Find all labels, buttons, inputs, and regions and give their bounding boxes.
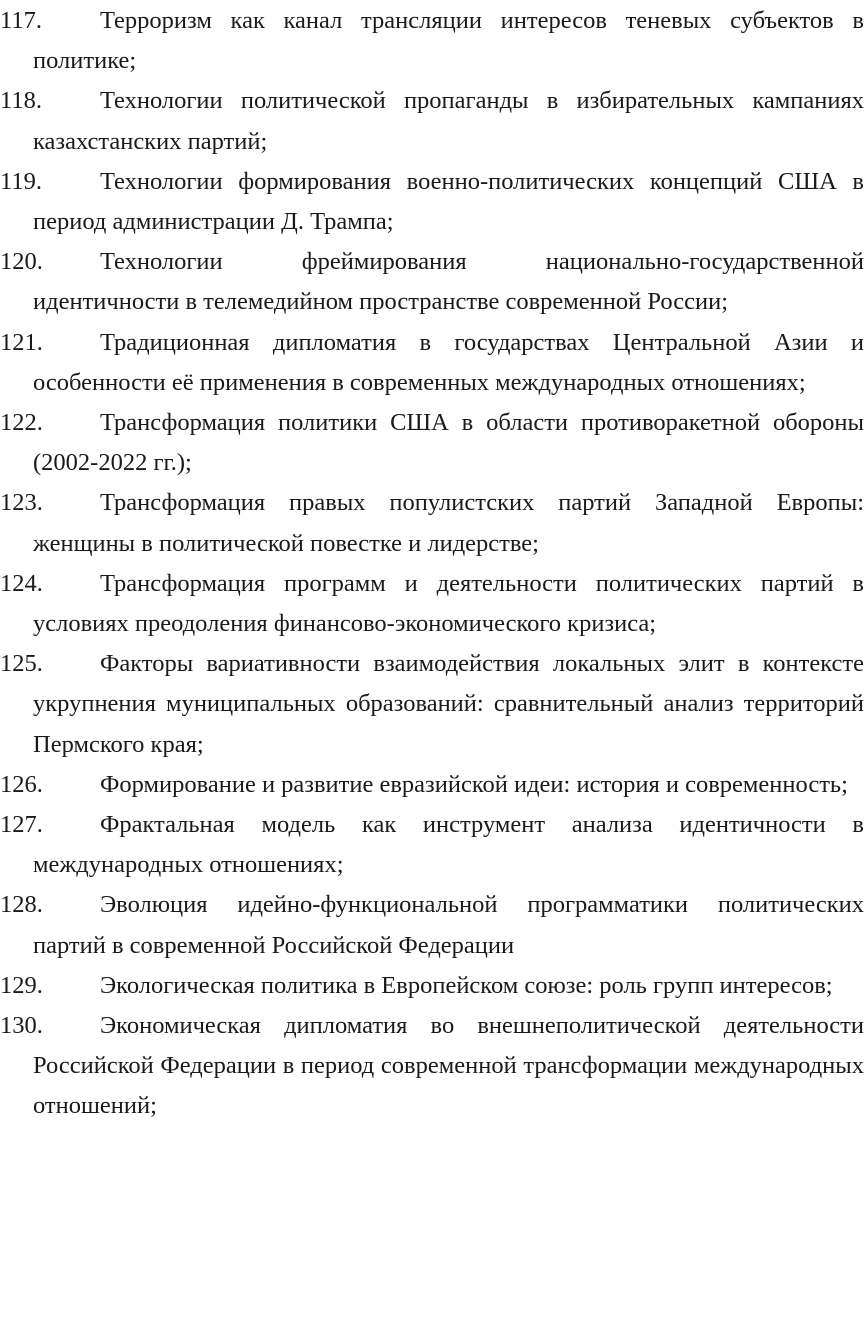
- item-text: [33, 81, 864, 161]
- item-number: 117.: [0, 7, 42, 34]
- item-text: [33, 765, 864, 805]
- item-text-content: Трансформация программ и деятельности политических партий в условиях преодоления финансово-экономического кризиса;: [33, 569, 864, 638]
- item-text-content: Трансформация правых популистских партий Западной Европы: женщины в политической повестке и лидерстве;: [33, 489, 864, 557]
- list-item: [0, 483, 866, 563]
- item-text-content: Терроризм как канал трансляции интересов теневых субъектов в политике;: [33, 7, 864, 75]
- item-number: 122.: [0, 409, 43, 437]
- list-item: [0, 1, 866, 81]
- item-text-content: Фрактальная модель как инструмент анализа идентичности в международных отношениях;: [33, 811, 864, 879]
- item-text: [33, 885, 864, 965]
- item-text: [33, 564, 864, 644]
- list-item: [0, 81, 866, 161]
- item-text-content: Формирование и развитие евразийской идеи: история и современность;: [100, 770, 848, 798]
- list-item: [0, 403, 866, 483]
- item-number: 128.: [0, 891, 43, 919]
- item-text: [33, 162, 864, 242]
- item-number: 119.: [0, 167, 42, 195]
- item-text-content: Экологическая политика в Европейском союзе: роль групп интересов;: [100, 971, 833, 999]
- item-text: [33, 323, 864, 403]
- list-item: [0, 1006, 866, 1127]
- item-text: [33, 805, 864, 885]
- item-text-content: Трансформация политики США в области противоракетной обороны (2002-2022 гг.);: [33, 409, 864, 477]
- list-item: [0, 966, 866, 1006]
- item-text-content: Традиционная дипломатия в государствах Центральной Азии и особенности её применения в современных международных отношениях;: [33, 328, 864, 396]
- list-item: [0, 644, 866, 765]
- numbered-topic-list: [0, 1, 866, 1127]
- item-text-content: Технологии политической пропаганды в избирательных кампаниях казахстанских партий;: [33, 87, 864, 155]
- item-number: 125.: [0, 650, 43, 678]
- item-text: [33, 403, 864, 483]
- item-number: 126.: [0, 770, 43, 798]
- item-number: 124.: [0, 569, 43, 597]
- list-item: [0, 564, 866, 644]
- item-text: [33, 644, 864, 765]
- list-item: [0, 242, 866, 322]
- item-text-content: Эволюция идейно-функциональной программатики политических партий в современной Российской Федерации: [33, 891, 864, 959]
- item-number: 123.: [0, 489, 43, 517]
- list-item: [0, 323, 866, 403]
- list-item: [0, 162, 866, 242]
- item-number: 121.: [0, 328, 43, 356]
- list-item: [0, 885, 866, 965]
- item-text-content: Технологии формирования военно-политических концепций США в период администрации Д. Трампа;: [33, 167, 864, 236]
- item-text: [33, 1, 864, 81]
- item-text: [33, 242, 864, 322]
- list-item: [0, 765, 866, 805]
- item-number: 127.: [0, 811, 43, 839]
- item-text: [33, 966, 864, 1006]
- item-number: 129.: [0, 971, 43, 999]
- item-number: 130.: [0, 1012, 43, 1040]
- item-number: 120.: [0, 248, 43, 276]
- item-number: 118.: [0, 87, 42, 115]
- item-text: [33, 1006, 864, 1127]
- item-text-content: Технологии фреймирования национально-государственной идентичности в телемедийном пространстве современной России;: [33, 248, 864, 316]
- item-text-content: Экономическая дипломатия во внешнеполитической деятельности Российской Федерации в период современной трансформации международных отношений;: [33, 1012, 864, 1120]
- item-text: [33, 483, 864, 563]
- item-text-content: Факторы вариативности взаимодействия локальных элит в контексте укрупнения муниципальных образований: сравнительный анализ территорий Пермского края;: [33, 650, 864, 758]
- list-item: [0, 805, 866, 885]
